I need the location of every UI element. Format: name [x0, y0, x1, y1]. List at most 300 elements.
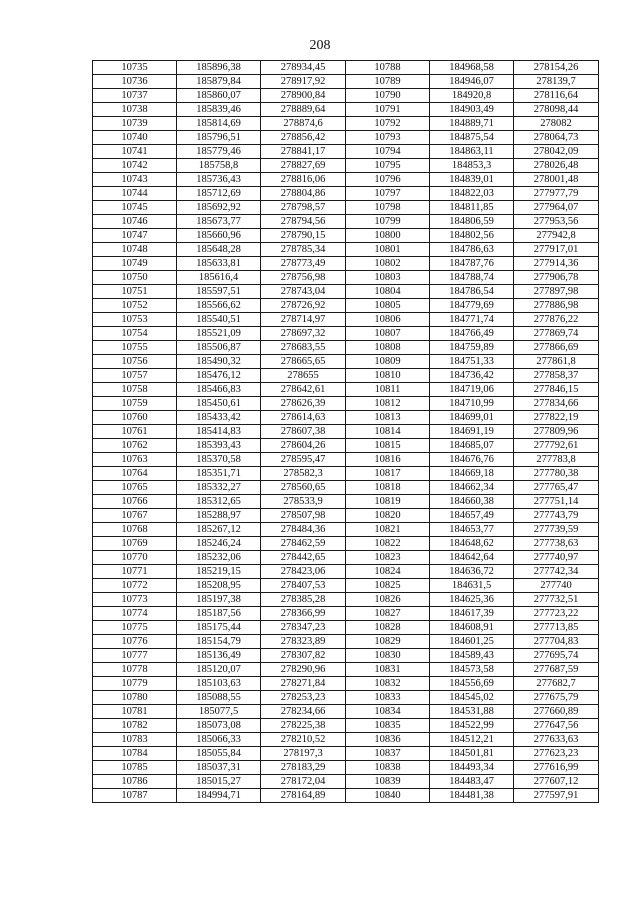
- x-coordinate-left: 185232,06: [177, 551, 261, 565]
- table-row: [93, 439, 599, 453]
- x-coordinate-right: 184875,54: [430, 131, 514, 145]
- y-coordinate-right: 277869,74: [514, 327, 599, 341]
- point-number-left: 10770: [93, 551, 177, 565]
- x-coordinate-right: 184608,91: [430, 621, 514, 635]
- point-number-right: 10836: [346, 733, 430, 747]
- point-number-right: 10838: [346, 761, 430, 775]
- point-number-right: 10822: [346, 537, 430, 551]
- point-number-right: 10837: [346, 747, 430, 761]
- table-row: [93, 761, 599, 775]
- x-coordinate-left: 185055,84: [177, 747, 261, 761]
- y-coordinate-left: 278307,82: [261, 649, 346, 663]
- y-coordinate-left: 278271,84: [261, 677, 346, 691]
- x-coordinate-left: 185037,31: [177, 761, 261, 775]
- y-coordinate-left: 278856,42: [261, 131, 346, 145]
- point-number-left: 10747: [93, 229, 177, 243]
- x-coordinate-left: 185332,27: [177, 481, 261, 495]
- x-coordinate-left: 185136,49: [177, 649, 261, 663]
- x-coordinate-left: 184994,71: [177, 789, 261, 803]
- point-number-left: 10753: [93, 313, 177, 327]
- table-row: [93, 313, 599, 327]
- table-row: [93, 285, 599, 299]
- point-number-left: 10764: [93, 467, 177, 481]
- x-coordinate-right: 184766,49: [430, 327, 514, 341]
- point-number-left: 10751: [93, 285, 177, 299]
- y-coordinate-right: 278098,44: [514, 103, 599, 117]
- y-coordinate-left: 278484,36: [261, 523, 346, 537]
- point-number-right: 10812: [346, 397, 430, 411]
- x-coordinate-left: 185673,77: [177, 215, 261, 229]
- y-coordinate-right: 277751,14: [514, 495, 599, 509]
- point-number-right: 10807: [346, 327, 430, 341]
- y-coordinate-left: 278785,34: [261, 243, 346, 257]
- point-number-left: 10775: [93, 621, 177, 635]
- table-row: [93, 229, 599, 243]
- point-number-left: 10757: [93, 369, 177, 383]
- table-row: [93, 677, 599, 691]
- y-coordinate-left: 278614,63: [261, 411, 346, 425]
- point-number-right: 10825: [346, 579, 430, 593]
- point-number-left: 10745: [93, 201, 177, 215]
- point-number-left: 10761: [93, 425, 177, 439]
- y-coordinate-left: 278743,04: [261, 285, 346, 299]
- point-number-right: 10831: [346, 663, 430, 677]
- point-number-right: 10830: [346, 649, 430, 663]
- x-coordinate-right: 184636,72: [430, 565, 514, 579]
- point-number-left: 10767: [93, 509, 177, 523]
- table-row: [93, 383, 599, 397]
- x-coordinate-right: 184556,69: [430, 677, 514, 691]
- point-number-left: 10782: [93, 719, 177, 733]
- table-row: [93, 61, 599, 75]
- point-number-left: 10736: [93, 75, 177, 89]
- x-coordinate-right: 184653,77: [430, 523, 514, 537]
- point-number-right: 10797: [346, 187, 430, 201]
- y-coordinate-right: 277743,79: [514, 509, 599, 523]
- x-coordinate-left: 185879,84: [177, 75, 261, 89]
- y-coordinate-left: 278665,65: [261, 355, 346, 369]
- x-coordinate-left: 185796,51: [177, 131, 261, 145]
- y-coordinate-right: 277704,83: [514, 635, 599, 649]
- y-coordinate-right: 277597,91: [514, 789, 599, 803]
- x-coordinate-right: 184573,58: [430, 663, 514, 677]
- point-number-left: 10755: [93, 341, 177, 355]
- table-row: [93, 551, 599, 565]
- x-coordinate-left: 185506,87: [177, 341, 261, 355]
- x-coordinate-right: 184699,01: [430, 411, 514, 425]
- y-coordinate-right: 278139,7: [514, 75, 599, 89]
- point-number-right: 10791: [346, 103, 430, 117]
- point-number-left: 10740: [93, 131, 177, 145]
- x-coordinate-right: 184691,19: [430, 425, 514, 439]
- x-coordinate-left: 185267,12: [177, 523, 261, 537]
- x-coordinate-right: 184751,33: [430, 355, 514, 369]
- y-coordinate-right: 277660,89: [514, 705, 599, 719]
- point-number-right: 10801: [346, 243, 430, 257]
- x-coordinate-left: 185633,81: [177, 257, 261, 271]
- x-coordinate-right: 184601,25: [430, 635, 514, 649]
- y-coordinate-right: 277858,37: [514, 369, 599, 383]
- y-coordinate-left: 278655: [261, 369, 346, 383]
- table-row: [93, 159, 599, 173]
- x-coordinate-left: 185197,38: [177, 593, 261, 607]
- x-coordinate-right: 184660,38: [430, 495, 514, 509]
- y-coordinate-right: 277914,36: [514, 257, 599, 271]
- point-number-right: 10821: [346, 523, 430, 537]
- y-coordinate-right: 277886,98: [514, 299, 599, 313]
- table-row: [93, 789, 599, 803]
- point-number-right: 10820: [346, 509, 430, 523]
- y-coordinate-right: 277765,47: [514, 481, 599, 495]
- y-coordinate-right: 277942,8: [514, 229, 599, 243]
- table-row: [93, 271, 599, 285]
- table-row: [93, 537, 599, 551]
- y-coordinate-right: 277906,78: [514, 271, 599, 285]
- y-coordinate-left: 278804,86: [261, 187, 346, 201]
- page-number: 208: [309, 38, 331, 53]
- x-coordinate-left: 185660,96: [177, 229, 261, 243]
- x-coordinate-left: 185712,69: [177, 187, 261, 201]
- y-coordinate-right: 277897,98: [514, 285, 599, 299]
- y-coordinate-right: 277964,07: [514, 201, 599, 215]
- table-row: [93, 369, 599, 383]
- y-coordinate-right: 277861,8: [514, 355, 599, 369]
- table-row: [93, 593, 599, 607]
- point-number-right: 10840: [346, 789, 430, 803]
- point-number-right: 10824: [346, 565, 430, 579]
- table-row: [93, 649, 599, 663]
- y-coordinate-left: 278726,92: [261, 299, 346, 313]
- y-coordinate-right: 278082: [514, 117, 599, 131]
- y-coordinate-right: 277616,99: [514, 761, 599, 775]
- y-coordinate-left: 278794,56: [261, 215, 346, 229]
- x-coordinate-right: 184676,76: [430, 453, 514, 467]
- table-row: [93, 145, 599, 159]
- x-coordinate-left: 185414,83: [177, 425, 261, 439]
- point-number-left: 10739: [93, 117, 177, 131]
- table-row: [93, 257, 599, 271]
- point-number-left: 10744: [93, 187, 177, 201]
- table-row: [93, 663, 599, 677]
- table-row: [93, 719, 599, 733]
- x-coordinate-right: 184839,01: [430, 173, 514, 187]
- point-number-left: 10750: [93, 271, 177, 285]
- point-number-right: 10795: [346, 159, 430, 173]
- table-row: [93, 173, 599, 187]
- y-coordinate-left: 278756,98: [261, 271, 346, 285]
- y-coordinate-right: 277695,74: [514, 649, 599, 663]
- point-number-right: 10818: [346, 481, 430, 495]
- y-coordinate-left: 278407,53: [261, 579, 346, 593]
- point-number-left: 10769: [93, 537, 177, 551]
- y-coordinate-right: 277953,56: [514, 215, 599, 229]
- y-coordinate-left: 278604,26: [261, 439, 346, 453]
- x-coordinate-left: 185814,69: [177, 117, 261, 131]
- x-coordinate-left: 185450,61: [177, 397, 261, 411]
- coordinates-table: [92, 60, 599, 803]
- x-coordinate-right: 184522,99: [430, 719, 514, 733]
- x-coordinate-right: 184657,49: [430, 509, 514, 523]
- table-row: [93, 187, 599, 201]
- x-coordinate-left: 185120,07: [177, 663, 261, 677]
- x-coordinate-left: 185393,43: [177, 439, 261, 453]
- point-number-left: 10737: [93, 89, 177, 103]
- point-number-left: 10781: [93, 705, 177, 719]
- table-row: [93, 467, 599, 481]
- point-number-left: 10768: [93, 523, 177, 537]
- x-coordinate-right: 184642,64: [430, 551, 514, 565]
- point-number-right: 10832: [346, 677, 430, 691]
- x-coordinate-left: 185648,28: [177, 243, 261, 257]
- point-number-right: 10810: [346, 369, 430, 383]
- x-coordinate-right: 184802,56: [430, 229, 514, 243]
- x-coordinate-left: 185066,33: [177, 733, 261, 747]
- point-number-right: 10793: [346, 131, 430, 145]
- point-number-left: 10766: [93, 495, 177, 509]
- point-number-right: 10802: [346, 257, 430, 271]
- table-row: [93, 579, 599, 593]
- x-coordinate-left: 185246,24: [177, 537, 261, 551]
- y-coordinate-right: 277846,15: [514, 383, 599, 397]
- y-coordinate-right: 277723,22: [514, 607, 599, 621]
- x-coordinate-right: 184771,74: [430, 313, 514, 327]
- y-coordinate-left: 278582,3: [261, 467, 346, 481]
- y-coordinate-left: 278423,06: [261, 565, 346, 579]
- y-coordinate-right: 277876,22: [514, 313, 599, 327]
- point-number-right: 10817: [346, 467, 430, 481]
- y-coordinate-left: 278366,99: [261, 607, 346, 621]
- table-row: [93, 775, 599, 789]
- point-number-right: 10806: [346, 313, 430, 327]
- point-number-right: 10815: [346, 439, 430, 453]
- x-coordinate-left: 185758,8: [177, 159, 261, 173]
- x-coordinate-right: 184822,03: [430, 187, 514, 201]
- y-coordinate-left: 278683,55: [261, 341, 346, 355]
- y-coordinate-left: 278347,23: [261, 621, 346, 635]
- x-coordinate-left: 185692,92: [177, 201, 261, 215]
- y-coordinate-left: 278323,89: [261, 635, 346, 649]
- x-coordinate-right: 184889,71: [430, 117, 514, 131]
- point-number-left: 10787: [93, 789, 177, 803]
- table-row: [93, 75, 599, 89]
- point-number-left: 10742: [93, 159, 177, 173]
- x-coordinate-left: 185312,65: [177, 495, 261, 509]
- x-coordinate-right: 184903,49: [430, 103, 514, 117]
- y-coordinate-left: 278442,65: [261, 551, 346, 565]
- y-coordinate-right: 278042,09: [514, 145, 599, 159]
- point-number-left: 10759: [93, 397, 177, 411]
- y-coordinate-left: 278225,38: [261, 719, 346, 733]
- y-coordinate-left: 278164,89: [261, 789, 346, 803]
- y-coordinate-left: 278841,17: [261, 145, 346, 159]
- point-number-right: 10835: [346, 719, 430, 733]
- coordinates-table-body: [93, 61, 599, 803]
- x-coordinate-right: 184946,07: [430, 75, 514, 89]
- point-number-right: 10805: [346, 299, 430, 313]
- x-coordinate-left: 185175,44: [177, 621, 261, 635]
- y-coordinate-left: 278234,66: [261, 705, 346, 719]
- point-number-right: 10788: [346, 61, 430, 75]
- x-coordinate-right: 184493,34: [430, 761, 514, 775]
- point-number-right: 10809: [346, 355, 430, 369]
- table-row: [93, 747, 599, 761]
- point-number-left: 10762: [93, 439, 177, 453]
- y-coordinate-right: 277742,34: [514, 565, 599, 579]
- point-number-right: 10816: [346, 453, 430, 467]
- x-coordinate-right: 184589,43: [430, 649, 514, 663]
- y-coordinate-left: 278714,97: [261, 313, 346, 327]
- x-coordinate-right: 184779,69: [430, 299, 514, 313]
- x-coordinate-right: 184968,58: [430, 61, 514, 75]
- point-number-left: 10743: [93, 173, 177, 187]
- point-number-right: 10790: [346, 89, 430, 103]
- point-number-right: 10819: [346, 495, 430, 509]
- x-coordinate-right: 184648,62: [430, 537, 514, 551]
- table-row: [93, 691, 599, 705]
- y-coordinate-right: 277783,8: [514, 453, 599, 467]
- y-coordinate-left: 278210,52: [261, 733, 346, 747]
- point-number-left: 10774: [93, 607, 177, 621]
- table-row: [93, 607, 599, 621]
- x-coordinate-right: 184853,3: [430, 159, 514, 173]
- y-coordinate-left: 278827,69: [261, 159, 346, 173]
- point-number-right: 10792: [346, 117, 430, 131]
- point-number-left: 10765: [93, 481, 177, 495]
- table-row: [93, 481, 599, 495]
- x-coordinate-right: 184669,18: [430, 467, 514, 481]
- x-coordinate-right: 184481,38: [430, 789, 514, 803]
- point-number-right: 10794: [346, 145, 430, 159]
- x-coordinate-left: 185154,79: [177, 635, 261, 649]
- y-coordinate-right: 277977,79: [514, 187, 599, 201]
- y-coordinate-left: 278934,45: [261, 61, 346, 75]
- y-coordinate-right: 277732,51: [514, 593, 599, 607]
- point-number-left: 10783: [93, 733, 177, 747]
- table-row: [93, 131, 599, 145]
- table-row: [93, 327, 599, 341]
- x-coordinate-left: 185896,38: [177, 61, 261, 75]
- table-row: [93, 495, 599, 509]
- x-coordinate-left: 185490,32: [177, 355, 261, 369]
- y-coordinate-left: 278595,47: [261, 453, 346, 467]
- point-number-left: 10776: [93, 635, 177, 649]
- point-number-right: 10826: [346, 593, 430, 607]
- y-coordinate-left: 278642,61: [261, 383, 346, 397]
- y-coordinate-right: 278064,73: [514, 131, 599, 145]
- point-number-left: 10754: [93, 327, 177, 341]
- y-coordinate-left: 278798,57: [261, 201, 346, 215]
- x-coordinate-right: 184920,8: [430, 89, 514, 103]
- y-coordinate-right: 277822,19: [514, 411, 599, 425]
- x-coordinate-left: 185521,09: [177, 327, 261, 341]
- table-row: [93, 341, 599, 355]
- point-number-left: 10780: [93, 691, 177, 705]
- x-coordinate-left: 185073,08: [177, 719, 261, 733]
- y-coordinate-right: 278154,26: [514, 61, 599, 75]
- y-coordinate-left: 278917,92: [261, 75, 346, 89]
- x-coordinate-left: 185351,71: [177, 467, 261, 481]
- x-coordinate-right: 184625,36: [430, 593, 514, 607]
- x-coordinate-right: 184617,39: [430, 607, 514, 621]
- y-coordinate-right: 277713,85: [514, 621, 599, 635]
- x-coordinate-right: 184531,88: [430, 705, 514, 719]
- point-number-right: 10789: [346, 75, 430, 89]
- x-coordinate-right: 184786,63: [430, 243, 514, 257]
- table-row: [93, 523, 599, 537]
- point-number-right: 10808: [346, 341, 430, 355]
- point-number-left: 10741: [93, 145, 177, 159]
- point-number-right: 10798: [346, 201, 430, 215]
- y-coordinate-right: 277834,66: [514, 397, 599, 411]
- y-coordinate-right: 278001,48: [514, 173, 599, 187]
- point-number-left: 10749: [93, 257, 177, 271]
- y-coordinate-left: 278172,04: [261, 775, 346, 789]
- x-coordinate-right: 184719,06: [430, 383, 514, 397]
- point-number-left: 10779: [93, 677, 177, 691]
- x-coordinate-left: 185015,27: [177, 775, 261, 789]
- y-coordinate-left: 278874,6: [261, 117, 346, 131]
- y-coordinate-right: 277739,59: [514, 523, 599, 537]
- x-coordinate-right: 184483,47: [430, 775, 514, 789]
- x-coordinate-right: 184736,42: [430, 369, 514, 383]
- y-coordinate-left: 278697,32: [261, 327, 346, 341]
- point-number-left: 10778: [93, 663, 177, 677]
- point-number-left: 10763: [93, 453, 177, 467]
- y-coordinate-left: 278900,84: [261, 89, 346, 103]
- table-row: [93, 299, 599, 313]
- x-coordinate-left: 185466,83: [177, 383, 261, 397]
- point-number-left: 10752: [93, 299, 177, 313]
- y-coordinate-right: 277780,38: [514, 467, 599, 481]
- x-coordinate-left: 185077,5: [177, 705, 261, 719]
- y-coordinate-right: 277740: [514, 579, 599, 593]
- x-coordinate-left: 185370,58: [177, 453, 261, 467]
- y-coordinate-left: 278607,38: [261, 425, 346, 439]
- point-number-left: 10784: [93, 747, 177, 761]
- point-number-left: 10777: [93, 649, 177, 663]
- table-row: [93, 397, 599, 411]
- x-coordinate-left: 185597,51: [177, 285, 261, 299]
- y-coordinate-right: 277633,63: [514, 733, 599, 747]
- x-coordinate-left: 185616,4: [177, 271, 261, 285]
- table-row: [93, 509, 599, 523]
- y-coordinate-right: 277687,59: [514, 663, 599, 677]
- y-coordinate-right: 278026,48: [514, 159, 599, 173]
- x-coordinate-left: 185208,95: [177, 579, 261, 593]
- point-number-right: 10829: [346, 635, 430, 649]
- point-number-right: 10799: [346, 215, 430, 229]
- table-row: [93, 425, 599, 439]
- y-coordinate-left: 278790,15: [261, 229, 346, 243]
- y-coordinate-left: 278507,98: [261, 509, 346, 523]
- point-number-right: 10804: [346, 285, 430, 299]
- table-row: [93, 635, 599, 649]
- table-row: [93, 243, 599, 257]
- point-number-right: 10833: [346, 691, 430, 705]
- point-number-left: 10758: [93, 383, 177, 397]
- table-row: [93, 411, 599, 425]
- table-row: [93, 565, 599, 579]
- x-coordinate-left: 185288,97: [177, 509, 261, 523]
- x-coordinate-right: 184787,76: [430, 257, 514, 271]
- y-coordinate-left: 278816,06: [261, 173, 346, 187]
- y-coordinate-right: 277682,7: [514, 677, 599, 691]
- point-number-right: 10823: [346, 551, 430, 565]
- y-coordinate-right: 277607,12: [514, 775, 599, 789]
- point-number-left: 10756: [93, 355, 177, 369]
- x-coordinate-right: 184631,5: [430, 579, 514, 593]
- x-coordinate-right: 184512,21: [430, 733, 514, 747]
